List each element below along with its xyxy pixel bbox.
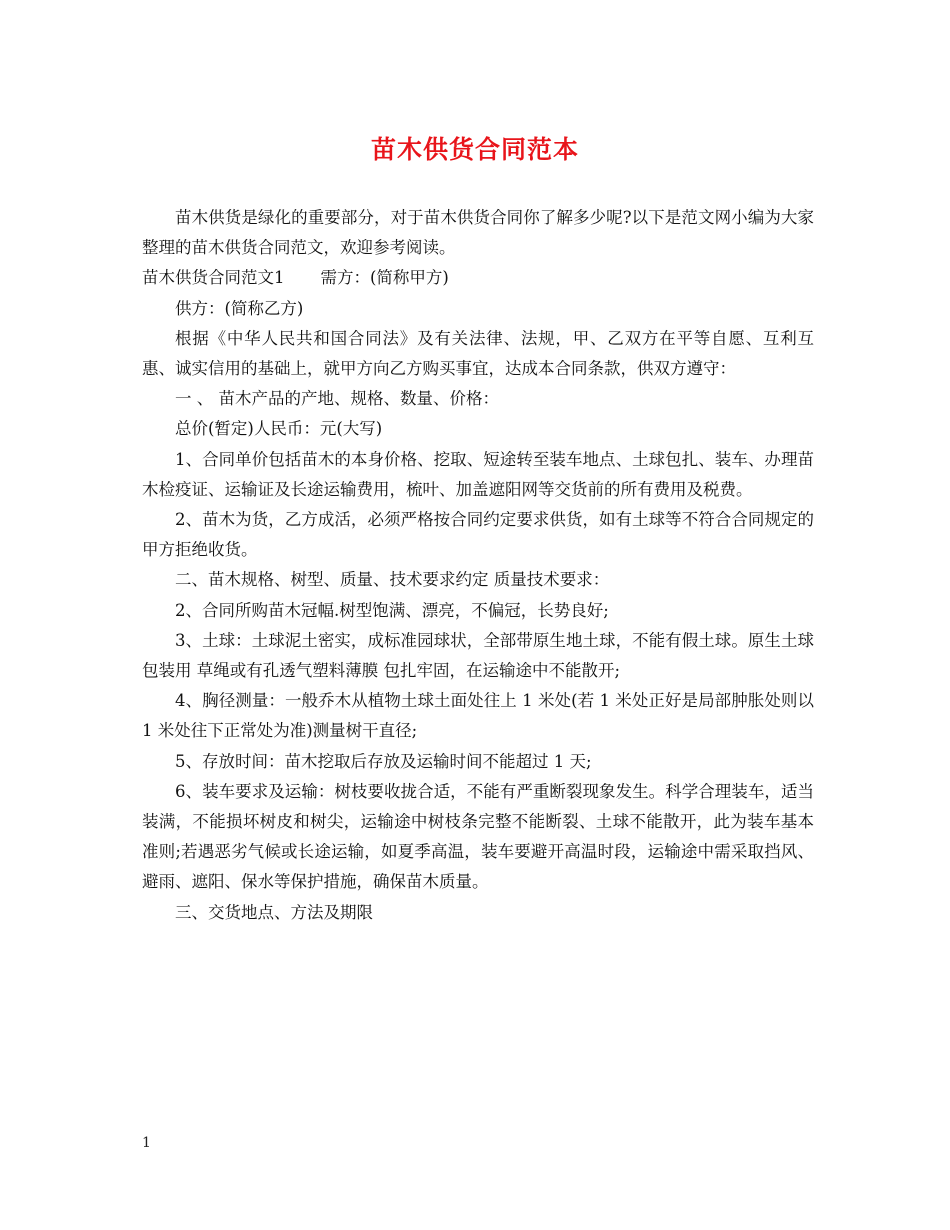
- paragraph-section-1: 一 、 苗木产品的产地、规格、数量、价格：: [175, 389, 499, 409]
- paragraph-item-1: 1、合同单价包括苗木的本身价格、挖取、短途转至装车地点、土球包扎、装车、办理苗木检疫证、运输证及长途运输费用，梳叶、加盖遮阳网等交货前的所有费用及税费。: [142, 449, 814, 499]
- paragraph-soil-ball: 3、土球：土球泥土密实，成标准园球状，全部带原生地土球，不能有假土球。原生土球包装用 草绳或有孔透气塑料薄膜 包扎牢固，在运输途中不能散开;: [142, 630, 814, 681]
- paragraph-section-2: 二、苗木规格、树型、质量、技术要求约定 质量技术要求：: [175, 570, 610, 590]
- paragraph-intro: 苗木供货是绿化的重要部分，对于苗木供货合同你了解多少呢?以下是范文网小编为大家整理的苗木供货合同范文，欢迎参考阅读。: [142, 208, 814, 258]
- buyer-line: 需方：(简称甲方): [320, 268, 449, 288]
- document-title: 苗木供货合同范本: [370, 135, 579, 164]
- paragraph-item-2: 2、苗木为货，乙方成活，必须严格按合同约定要求供货，如有土球等不符合合同规定的甲方拒绝收货。: [142, 510, 814, 560]
- paragraph-basis: 根据《中华人民共和国合同法》及有关法律、法规，甲、乙双方在平等自愿、互利互惠、诚实信用的基础上，就甲方向乙方购买事宜，达成本合同条款，供双方遵守：: [142, 328, 814, 379]
- paragraph-total-price: 总价(暂定)人民币：元(大写): [175, 419, 383, 439]
- document-body: [142, 203, 814, 928]
- paragraph-diameter: 4、胸径测量：一般乔木从植物土球土面处往上 1 米处(若 1 米处正好是局部肿胀处则以 1 米处往下正常处为准)测量树干直径;: [142, 691, 814, 741]
- paragraph-sample-heading: [142, 263, 814, 293]
- sample-heading-text: 苗木供货合同范文1: [142, 268, 285, 288]
- page-number: 1: [142, 1135, 151, 1151]
- paragraph-crown: 2、合同所购苗木冠幅.树型饱满、漂亮，不偏冠，长势良好;: [175, 600, 609, 620]
- paragraph-storage: 5、存放时间：苗木挖取后存放及运输时间不能超过 1 天;: [175, 751, 592, 771]
- paragraph-supplier: 供方：(简称乙方): [175, 298, 304, 318]
- paragraph-section-3: 三、交货地点、方法及期限: [175, 902, 373, 922]
- paragraph-loading: 6、装车要求及运输：树枝要收拢合适，不能有严重断裂现象发生。科学合理装车，适当装满，不能损坏树皮和树尖，运输途中树枝条完整不能断裂、土球不能散开，此为装车基本准则;若遇恶劣气候或长途运输，如夏季高温，装车要避开高温时段，运输途中需采取挡风、避雨、遮阳、保水等保护措施，确保苗木质量。: [142, 781, 814, 892]
